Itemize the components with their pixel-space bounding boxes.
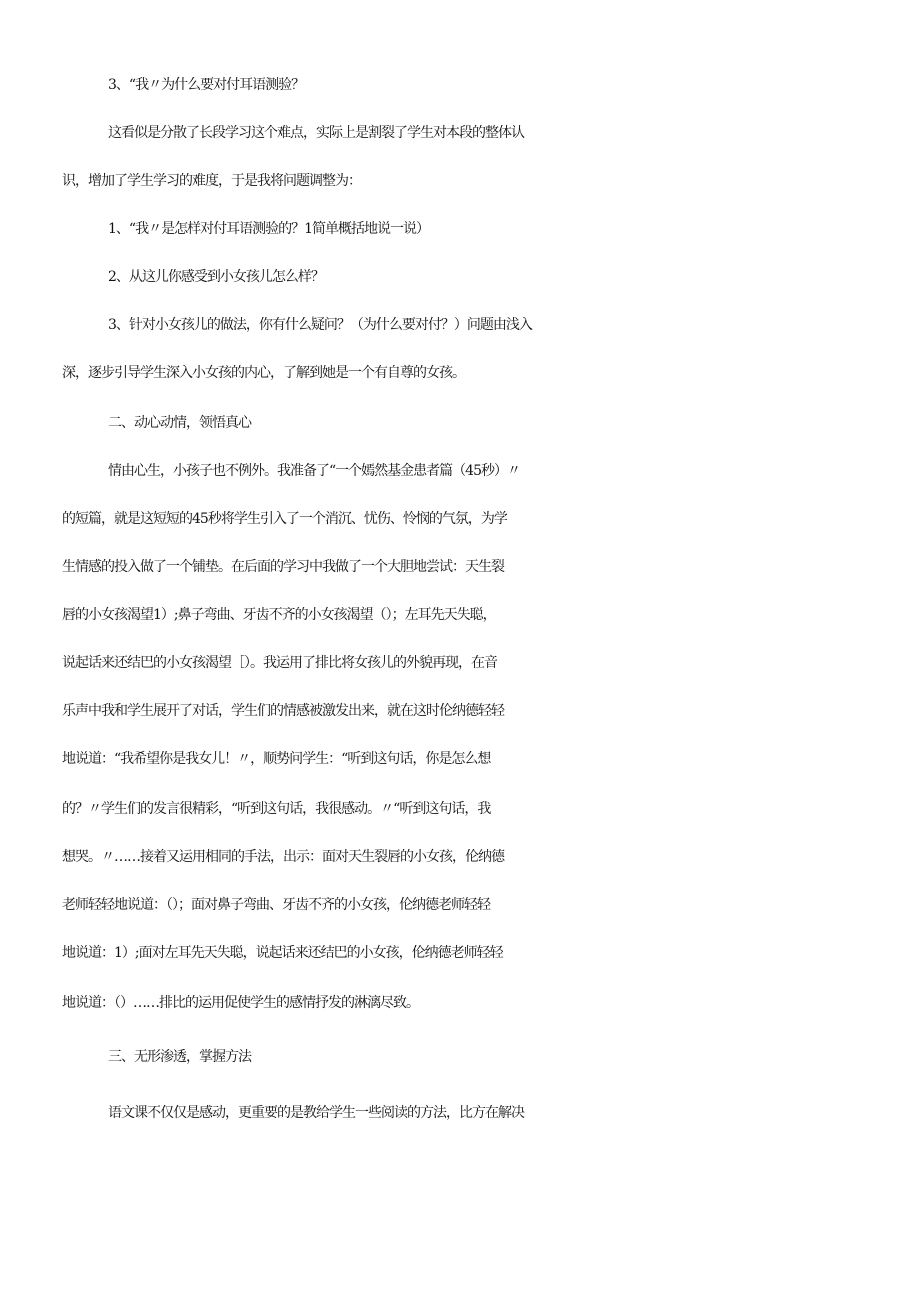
text-line: 想哭。〃……接着又运用相同的手法，出示：面对天生裂唇的小女孩，伦纳德: [62, 849, 504, 865]
text-line: 地说道：1）;面对左耳先天失聪，说起话来还结巴的小女孩，伦纳德老师轻轻: [62, 945, 503, 961]
text-line: 的？〃学生们的发言很精彩，“听到这句话，我很感动。〃“听到这句话，我: [62, 801, 491, 817]
text-line: 识，增加了学生学习的难度，于是我将问题调整为：: [62, 173, 361, 189]
section-heading: 二、动心动情，领悟真心: [108, 415, 251, 431]
text-line: 情由心生，小孩子也不例外。我准备了“一个嫣然基金患者篇（45秒）〃: [108, 463, 520, 479]
text-line: 1、“我〃是怎样对付耳语测验的？1简单概括地说一说）: [108, 221, 429, 237]
text-line: 深，逐步引导学生深入小女孩的内心，了解到她是一个有自尊的女孩。: [62, 365, 465, 381]
text-line: 这看似是分散了长段学习这个难点，实际上是割裂了学生对本段的整体认: [108, 125, 524, 141]
text-line: 生情感的投入做了一个铺垫。在后面的学习中我做了一个大胆地尝试：天生裂: [62, 559, 504, 575]
text-line: 语文课不仅仅是感动，更重要的是教给学生一些阅读的方法，比方在解决: [108, 1105, 524, 1121]
text-line: 地说道：“我希望你是我女儿！〃，顺势问学生：“听到这句话，你是怎么想: [62, 751, 491, 767]
text-line: 老师轻轻地说道：（）；面对鼻子弯曲、牙齿不齐的小女孩，伦纳德老师轻轻: [62, 897, 490, 913]
text-line: 说起话来还结巴的小女孩渴望［）。我运用了排比将女孩儿的外貌再现，在音: [62, 655, 497, 671]
text-line: 的短篇，就是这短短的45秒将学生引入了一个消沉、忧伤、怜悯的气氛，为学: [62, 511, 507, 527]
text-line: 2、从这儿你感受到小女孩儿怎么样？: [108, 269, 324, 285]
text-line: 唇的小女孩渴望1）;鼻子弯曲、牙齿不齐的小女孩渴望（）；左耳先天失聪，: [62, 607, 496, 623]
text-line: 3、针对小女孩儿的做法，你有什么疑问？（为什么要对付？）问题由浅入: [108, 317, 532, 333]
text-line: 地说道：（）……排比的运用促使学生的感情抒发的淋漓尽致。: [62, 995, 419, 1011]
section-heading: 三、无形渗透，掌握方法: [108, 1049, 251, 1065]
text-line: 乐声中我和学生展开了对话，学生们的情感被激发出来，就在这时伦纳德轻轻: [62, 703, 504, 719]
text-line: 3、“我〃为什么要对付耳语测验？: [108, 77, 305, 93]
